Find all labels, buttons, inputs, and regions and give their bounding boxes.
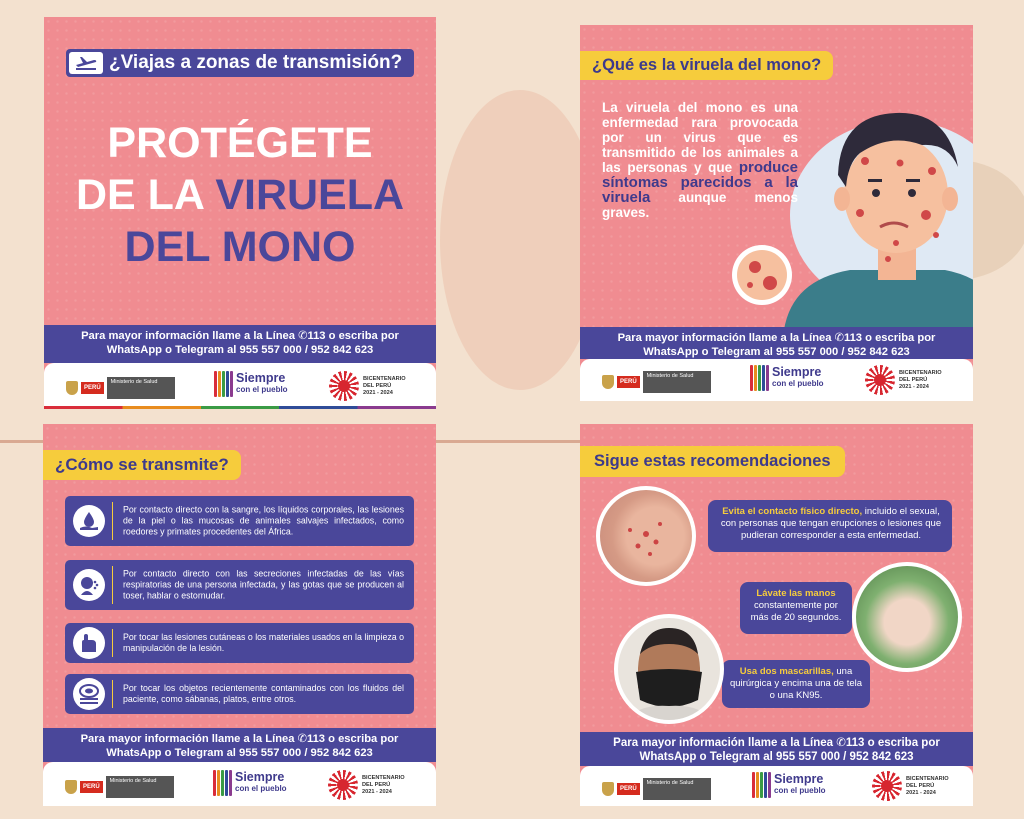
ministry-label: Ministerio de Salud	[643, 371, 711, 393]
bicentenario-sun-icon	[865, 365, 895, 395]
contact-line-1: Para mayor información llame a la Línea ✆113 o escriba por	[617, 332, 936, 344]
bicentenario-sun-icon	[329, 371, 359, 401]
coughing-person-icon	[73, 569, 105, 601]
item-separator	[112, 566, 113, 604]
siempre-text	[774, 773, 826, 797]
item-separator	[112, 629, 113, 657]
bicentenario-text	[899, 370, 942, 391]
bicent-line-1: BICENTENARIO	[362, 774, 405, 781]
skin-rash-photo	[596, 486, 696, 586]
colored-bars-icon	[752, 772, 771, 798]
transmission-item	[65, 560, 414, 610]
recommendation-avoid-contact	[708, 500, 952, 552]
contact-line-2: WhatsApp o Telegram al 955 557 000 / 952 842 623	[643, 346, 910, 358]
bicentenario-text	[906, 776, 949, 797]
recommendation-masks	[722, 660, 870, 708]
bicentenario-sun-icon	[328, 770, 358, 800]
headline-line-2	[44, 169, 436, 221]
rec2-text: constantemente por más de 20 segundos.	[750, 600, 842, 623]
transmission-item	[65, 674, 414, 714]
bicentenario-text	[362, 775, 405, 796]
poster-recomendaciones	[580, 424, 973, 806]
travel-question-banner	[66, 49, 414, 77]
rec3-highlight: Usa dos mascarillas,	[739, 666, 834, 677]
contact-info	[44, 325, 436, 363]
siempre-word: Siempre	[772, 365, 822, 379]
headline-line-3: DEL MONO	[124, 223, 356, 271]
minsa-logo	[602, 371, 711, 393]
siempre-word: Siempre	[236, 371, 286, 385]
con-el-pueblo: con el pueblo	[772, 379, 824, 388]
background-line	[0, 440, 44, 443]
siempre-con-el-pueblo-logo	[752, 772, 826, 798]
logo-bar	[580, 359, 973, 401]
bicent-line-3: 2021 - 2024	[899, 383, 929, 390]
ministry-label: Ministerio de Salud	[643, 778, 711, 800]
card-title: Sigue estas recomendaciones	[580, 446, 845, 477]
poster-protegete	[44, 17, 436, 409]
description-paragraph	[602, 100, 798, 220]
background-blob	[440, 90, 600, 390]
bicent-line-3: 2021 - 2024	[362, 788, 392, 795]
hand-washing-photo	[852, 562, 962, 672]
bicent-line-3: 2021 - 2024	[363, 389, 393, 396]
transmission-text: Por contacto directo con las secreciones infectadas de las vías respiratorias de una persona infectada, y las gotas que se producen al toser, hablar o estornudar.	[123, 568, 404, 601]
transmission-item	[65, 496, 414, 546]
siempre-word: Siempre	[235, 770, 285, 784]
item-separator	[112, 680, 113, 708]
ministry-label: Ministerio de Salud	[106, 776, 174, 798]
con-el-pueblo: con el pueblo	[774, 786, 826, 795]
peru-shield-icon	[65, 780, 77, 794]
peru-label: PERÚ	[81, 382, 104, 394]
contact-line-1: Para mayor información llame a la Línea ✆113 o escriba por	[80, 733, 399, 745]
logo-bar	[44, 363, 436, 409]
blood-drop-hand-icon	[73, 505, 105, 537]
headline-viruela: VIRUELA	[215, 171, 405, 219]
peru-shield-icon	[602, 375, 614, 389]
card-title: ¿Cómo se transmite?	[43, 450, 241, 480]
ministry-label: Ministerio de Salud	[107, 377, 175, 399]
transmission-text: Por tocar las lesiones cutáneas o los materiales usados en la limpieza o manipulación de la lesión.	[123, 632, 404, 653]
bicent-line-2: DEL PERÚ	[362, 781, 391, 788]
poster-que-es	[580, 25, 973, 401]
bicentenario-logo	[865, 365, 942, 395]
headline-line-1: PROTÉGETE	[107, 119, 373, 167]
con-el-pueblo: con el pueblo	[236, 385, 288, 394]
contact-info	[580, 732, 973, 766]
description-part-2: aunque menos graves.	[602, 190, 798, 220]
colored-bars-icon	[750, 365, 769, 391]
rash-spots	[600, 490, 692, 582]
rec1-text: incluido el sexual, con personas que tengan erupciones o lesiones que pudieran corresponder a esta enfermedad.	[720, 506, 942, 541]
siempre-text	[772, 366, 824, 390]
logo-bar	[43, 762, 436, 806]
recommendation-wash-hands	[740, 582, 852, 634]
siempre-con-el-pueblo-logo	[750, 365, 824, 391]
rec2-highlight: Lávate las manos	[756, 588, 836, 599]
plates-icon	[73, 678, 105, 710]
description-highlight: produce síntomas parecidos a la viruela	[602, 159, 798, 206]
contact-line-2: WhatsApp o Telegram al 955 557 000 / 952 842 623	[639, 751, 914, 763]
logo-bar	[580, 766, 973, 806]
color-stripe	[44, 406, 436, 409]
colored-bars-icon	[213, 770, 232, 796]
bicentenario-logo	[872, 771, 949, 801]
peru-label: PERÚ	[617, 783, 640, 795]
siempre-word: Siempre	[774, 772, 824, 786]
con-el-pueblo: con el pueblo	[235, 784, 287, 793]
siempre-text	[236, 372, 288, 396]
rec3-text: una quirúrgica y encima una de tela o una KN95.	[729, 666, 863, 701]
colored-bars-icon	[214, 371, 233, 397]
transmission-item	[65, 623, 414, 663]
bicent-line-1: BICENTENARIO	[363, 375, 406, 382]
bicentenario-logo	[328, 770, 405, 800]
contact-line-1: Para mayor información llame a la Línea ✆113 o escriba por	[613, 737, 940, 749]
minsa-logo	[65, 776, 174, 798]
rec1-highlight: Evita el contacto físico directo,	[722, 506, 863, 517]
bicent-line-1: BICENTENARIO	[906, 775, 949, 782]
peru-label: PERÚ	[80, 781, 103, 793]
masked-face-illustration	[618, 618, 720, 720]
man-with-mask-photo	[614, 614, 724, 724]
siempre-text	[235, 771, 287, 795]
headline	[44, 117, 436, 273]
hand-touch-icon	[73, 627, 105, 659]
poster-como-se-transmite	[43, 424, 436, 806]
bicent-line-1: BICENTENARIO	[899, 369, 942, 376]
contact-info	[43, 728, 436, 762]
headline-de-la: DE LA	[75, 171, 216, 219]
background-line	[436, 440, 580, 443]
contact-line-2: WhatsApp o Telegram al 955 557 000 / 952 842 623	[106, 747, 373, 759]
bicent-line-2: DEL PERÚ	[899, 376, 928, 383]
travel-question-text: ¿Viajas a zonas de transmisión?	[109, 52, 403, 73]
bicent-line-2: DEL PERÚ	[906, 782, 935, 789]
contact-line-1: Para mayor información llame a la Línea ✆113 o escriba por	[81, 330, 399, 342]
minsa-logo	[602, 778, 711, 800]
description-part-1: La viruela del mono es una enfermedad rara provocada por un virus que es transmitido de los animales a las personas y que	[602, 100, 798, 175]
peru-shield-icon	[602, 782, 614, 796]
siempre-con-el-pueblo-logo	[214, 371, 288, 397]
peru-shield-icon	[66, 381, 78, 395]
item-separator	[112, 502, 113, 540]
contact-line-2: WhatsApp o Telegram al 955 557 000 / 952 842 623	[106, 344, 374, 356]
minsa-logo	[66, 377, 175, 399]
peru-label: PERÚ	[617, 376, 640, 388]
bicentenario-logo	[329, 371, 406, 401]
transmission-text: Por contacto directo con la sangre, los líquidos corporales, las lesiones de la piel o las mucosas de animales salvajes infectados, como roedores y primates procedentes del África.	[123, 504, 404, 537]
bicentenario-text	[363, 376, 406, 397]
bicent-line-3: 2021 - 2024	[906, 789, 936, 796]
bicent-line-2: DEL PERÚ	[363, 382, 392, 389]
contact-info	[580, 327, 973, 359]
card-title: ¿Qué es la viruela del mono?	[580, 51, 833, 80]
siempre-con-el-pueblo-logo	[213, 770, 287, 796]
airplane-departure-icon	[69, 52, 103, 74]
transmission-text: Por tocar los objetos recientemente contaminados con los fluidos del paciente, como sábanas, platos, entre otros.	[123, 683, 404, 704]
bicentenario-sun-icon	[872, 771, 902, 801]
